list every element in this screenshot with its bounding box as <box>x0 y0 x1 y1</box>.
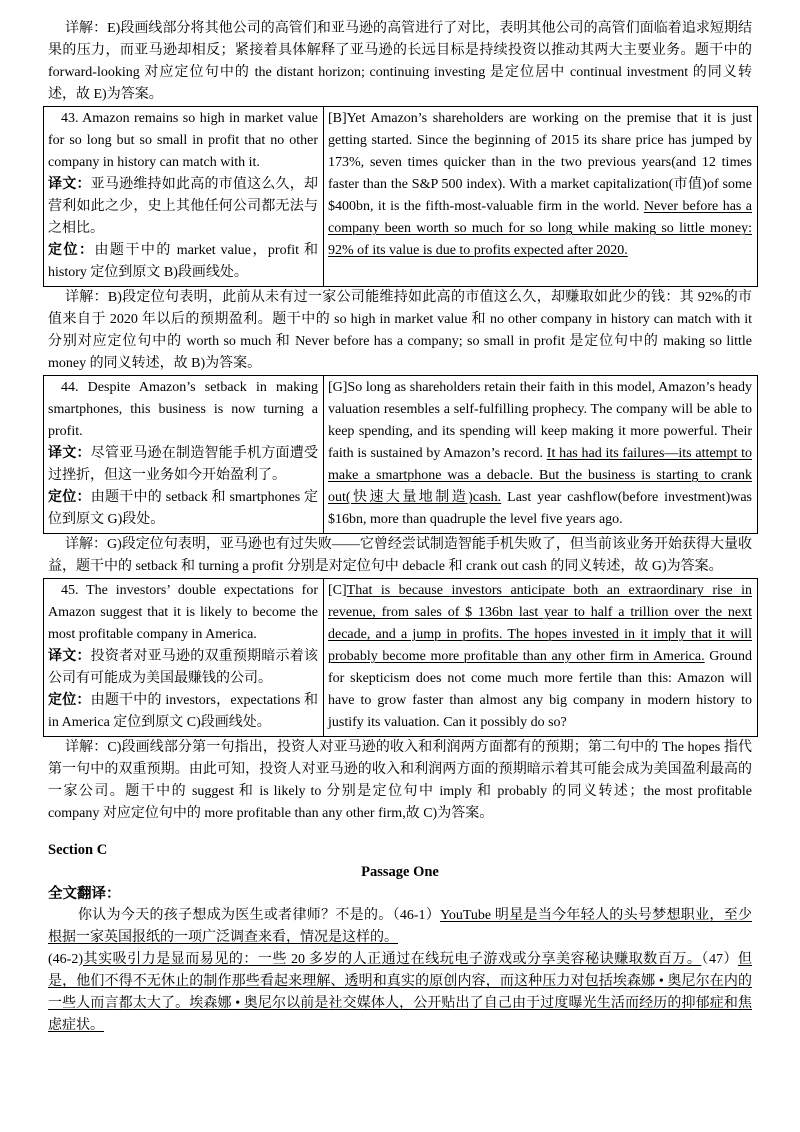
question-44-location <box>48 487 318 531</box>
question-45-text: 45. The investors’ double expectations for Amazon suggest that it is likely to become the most profitable company in America. <box>48 583 318 642</box>
question-44-table <box>43 375 758 534</box>
passage-segment-underlined: Never before has a company been worth so much for so long while making so little money: 92% of its value is due to profits expected after 2020. <box>328 199 752 258</box>
section-heading: Section C <box>48 842 108 858</box>
passage-45-cell <box>324 579 758 737</box>
passage-45-excerpt <box>328 580 752 734</box>
question-45-cell <box>44 579 324 737</box>
location-label: 定位： <box>48 693 91 708</box>
passage-segment-underlined: It has had its failures—its attempt to make a smartphone was a debacle. But the business is starting to crank out(快速大量地制造)cash. <box>328 446 752 505</box>
passage-segment: Ground for skepticism does not come much more fertile than this: Amazon will have to grow faster than almost any big company in modern history to justify its valuation. Can it possibly do so? <box>328 649 753 730</box>
translation-text: 亚马逊维持如此高的市值这么久，却营利如此之少，史上其他任何公司都无法与之相比。 <box>48 177 319 236</box>
passage-43-excerpt <box>328 108 752 262</box>
passage-segment: [C] <box>328 583 347 598</box>
translation-text: 尽管亚马逊在制造智能手机方面遭受过挫折，但这一业务如今开始盈利了。 <box>48 446 319 483</box>
question-45-location <box>48 690 318 734</box>
paragraph-segment-underlined: 但是，他们不得不无休止的制作那些看起来理解、透明和真实的原创内容，而这种压力对包括埃森娜 • 奥尼尔在内的一些人而言都太大了。埃森娜 • 奥尼尔以前是社交媒体人，公开贴出了自己由于过度曝光生活而经历的抑郁症和焦虑症状。 <box>48 952 753 1033</box>
location-label: 定位： <box>48 490 91 505</box>
paragraph-segment: （47） <box>701 952 739 967</box>
paragraph-segment-underlined: YouTube 明星是当今年轻人的头号梦想职业，至少根据一家英国报纸的一项广泛调查来看，情况是这样的。 <box>48 908 752 945</box>
explanation-43: 详解：B)段定位句表明，此前从未有过一家公司能维持如此高的市值这么久，却赚取如此少的钱：其 92%的市值来自于 2020 年以后的预期盈利。题干中的 so high in market value 和 no other company in history can match with it 分别对应定位句中的 worth so much 和 Never before has a company; so small in profit 是定位句中的 making so little money 的同义转述，故 B)为答案。 <box>48 290 752 371</box>
question-43-translation <box>48 174 318 240</box>
passage-44-cell <box>324 376 758 534</box>
explanation-carryover: 详解：E)段画线部分将其他公司的高管们和亚马逊的高管进行了对比，表明其他公司的高管们面临着追求短期结果的压力，而亚马逊却相反；紧接着具体解释了亚马逊的长远目标是持续投资以推动其两大主要业务。题干中的 forward-looking 对应定位句中的 the distant horizon; continuing investing 是定位居中 continual investment 的同义转述，故 E)为答案。 <box>48 21 752 102</box>
question-44-cell <box>44 376 324 534</box>
question-43-cell <box>44 107 324 287</box>
passage-title: Passage One <box>361 864 439 880</box>
location-label: 定位： <box>48 243 95 258</box>
translation-label: 译文： <box>48 177 91 192</box>
passage-segment: [G]So long as shareholders retain their faith in this model, Amazon’s heady valuation resembles a self-fulfilling prophecy. The company will be able to keep spending, and its spending will keep making it more powerful. Their faith is sustained by Amazon’s record. <box>328 380 752 461</box>
paragraph-segment: (46-2) <box>48 952 83 967</box>
explanation-44: 详解：G)段定位句表明，亚马逊也有过失败——它曾经尝试制造智能手机失败了，但当前该业务开始获得大量收益，题干中的 setback 和 turning a profit 分别是对定位句中 debacle 和 crank out cash 的同义转述，故 G)为答案。 <box>48 537 752 574</box>
paragraph-segment: 你认为今天的孩子想成为医生或者律师？不是的。（46-1） <box>78 908 441 923</box>
translation-label: 译文： <box>48 446 91 461</box>
question-43-text: 43. Amazon remains so high in market value for so long but so small in profit that no other company in history can match with it. <box>48 111 318 170</box>
passage-43-cell <box>324 107 758 287</box>
location-text: 由题干中的 market value，profit 和 history 定位到原文 B)段画线处。 <box>48 243 318 280</box>
translation-paragraph-2 <box>48 949 752 1037</box>
passage-segment: Last year cashflow(before investment)was $16bn, more than quadruple the level five years ago. <box>328 490 752 527</box>
question-43-table <box>43 106 758 287</box>
paragraph-segment-underlined: 其实吸引力是显而易见的：一些 20 多岁的人正通过在线玩电子游戏或分享美容秘诀赚取数百万。 <box>83 952 702 967</box>
passage-segment: [B]Yet Amazon’s shareholders are working on the premise that it is just getting started. Since the beginning of 2015 its share price has jumped by 173%, seven times quicker than in the two previous years(and 12 times faster than the S&P 500 index). With a market capitalization(市值)of some $400bn, it is the fifth-most-valuable firm in the world. <box>328 111 752 214</box>
translation-text: 投资者对亚马逊的双重预期暗示着该公司有可能成为美国最赚钱的公司。 <box>48 649 319 686</box>
translation-heading: 全文翻译： <box>48 886 121 902</box>
passage-44-excerpt <box>328 377 752 531</box>
question-43-location <box>48 240 318 284</box>
translation-label: 译文： <box>48 649 91 664</box>
passage-segment-underlined: That is because investors anticipate both an extraordinary rise in revenue, from sales of $ 136bn last year to half a trillion over the next decade, and a jump in profits. The hopes invested in it imply that it will probably become more profitable than any other firm in America. <box>328 583 752 664</box>
question-44-text: 44. Despite Amazon’s setback in making smartphones, this business is now turning a profit. <box>48 380 318 439</box>
explanation-45: 详解：C)段画线部分第一句指出，投资人对亚马逊的收入和利润两方面都有的预期；第二句中的 The hopes 指代第一句中的双重预期。由此可知，投资人对亚马逊的收入和利润两方面的预期暗示着其可能会成为美国盈利最高的一家公司。题干中的 suggest 和 is likely to 分别是定位句中 imply 和 probably 的同义转述；the most profitable company 对应定位句中的 more profitable than any other firm,故 C)为答案。 <box>48 740 752 821</box>
question-45-translation <box>48 646 318 690</box>
question-44-translation <box>48 443 318 487</box>
location-text: 由题干中的 investors，expectations 和 in America 定位到原文 C)段画线处。 <box>48 693 319 730</box>
translation-paragraph-1 <box>48 905 752 949</box>
question-45-table <box>43 578 758 737</box>
location-text: 由题干中的 setback 和 smartphones 定位到原文 G)段处。 <box>48 490 318 527</box>
